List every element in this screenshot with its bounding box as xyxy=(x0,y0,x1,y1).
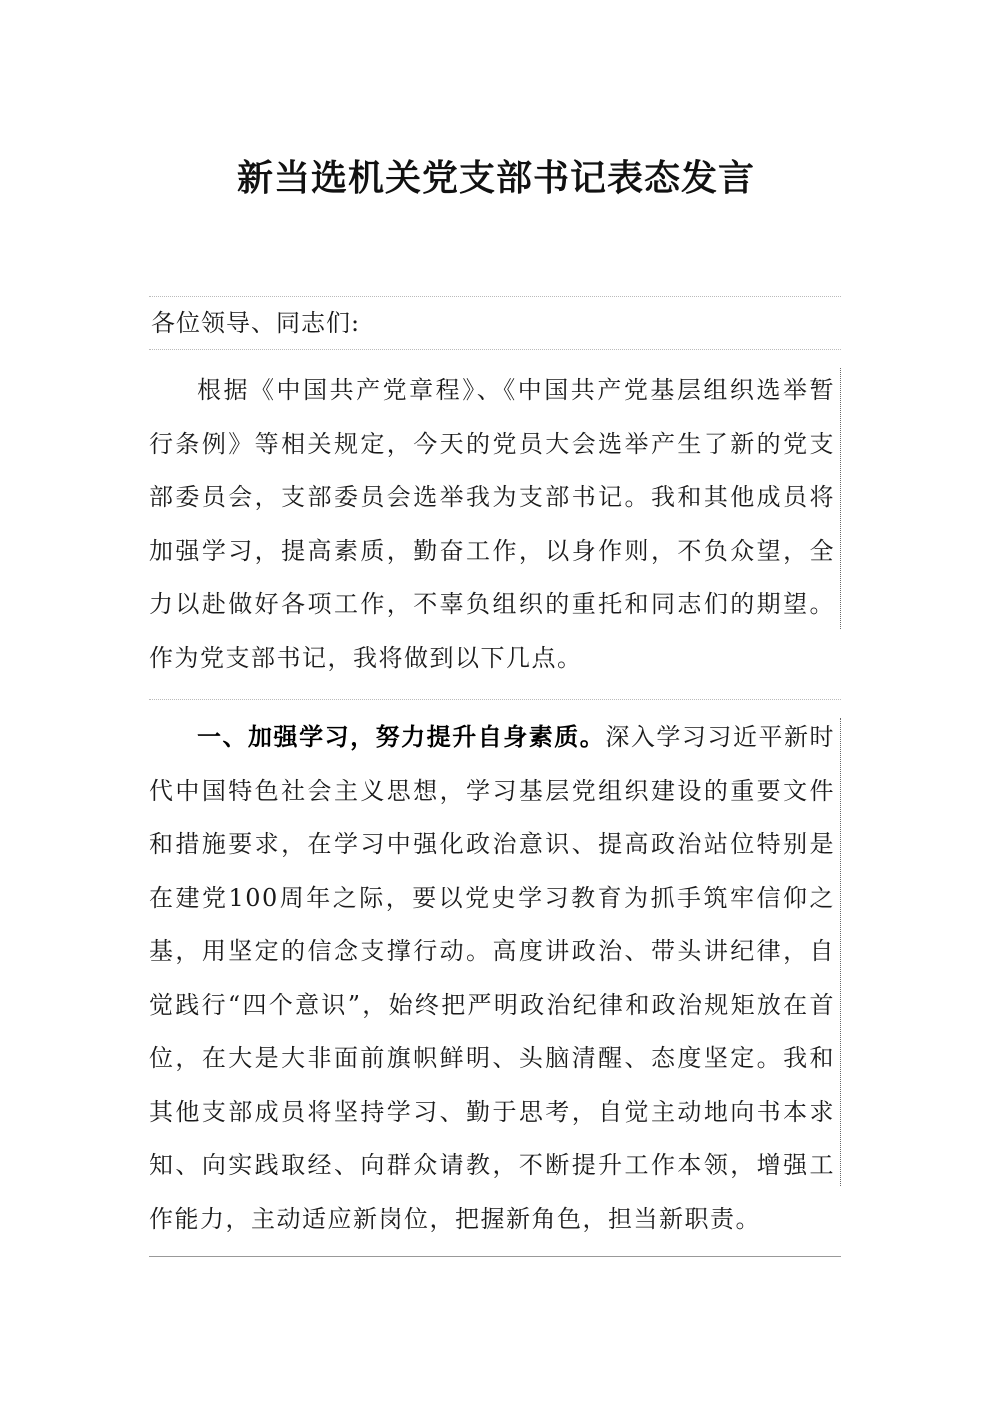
section-one-text: 深入学习习近平新时代中国特色社会主义思想，学习基层党组织建设的重要文件和措施要求，在学习中强化政治意识、提高政治站位特别是在建党100周年之际，要以党史学习教育为抓手筑牢信仰之基，用坚定的信念支撑行动。高度讲政治、带头讲纪律，自觉践行“四个意识”，始终把严明政治纪律和政治规矩放在首位，在大是大非面前旗帜鲜明、头脑清醒、态度坚定。我和其他支部成员将坚持学习、勤于思考，自觉主动地向书本求知、向实践取经、向群众请教，不断提升工作本领，增强工作能力，主动适应新岗位，把握新角色，担当新职责。 xyxy=(149,723,836,1233)
paragraph-section-one xyxy=(149,700,841,1256)
greeting-line: 各位领导、同志们: xyxy=(151,309,361,337)
bottom-divider xyxy=(149,1256,841,1257)
paragraph-intro-text: 根据《中国共产党章程》、《中国共产党基层组织选举暂行条例》等相关规定，今天的党员大会选举产生了新的党支部委员会，支部委员会选举我为支部书记。我和其他成员将加强学习，提高素质，勤奋工作，以身作则，不负众望，全力以赴做好各项工作，不辜负组织的重托和同志们的期望。作为党支部书记，我将做到以下几点。 xyxy=(149,376,835,672)
section-one-heading: 一、加强学习，努力提升自身素质。 xyxy=(197,722,606,751)
document-body xyxy=(149,296,841,1257)
document-title: 新当选机关党支部书记表态发言 xyxy=(236,157,755,199)
paragraph-intro xyxy=(149,350,841,699)
